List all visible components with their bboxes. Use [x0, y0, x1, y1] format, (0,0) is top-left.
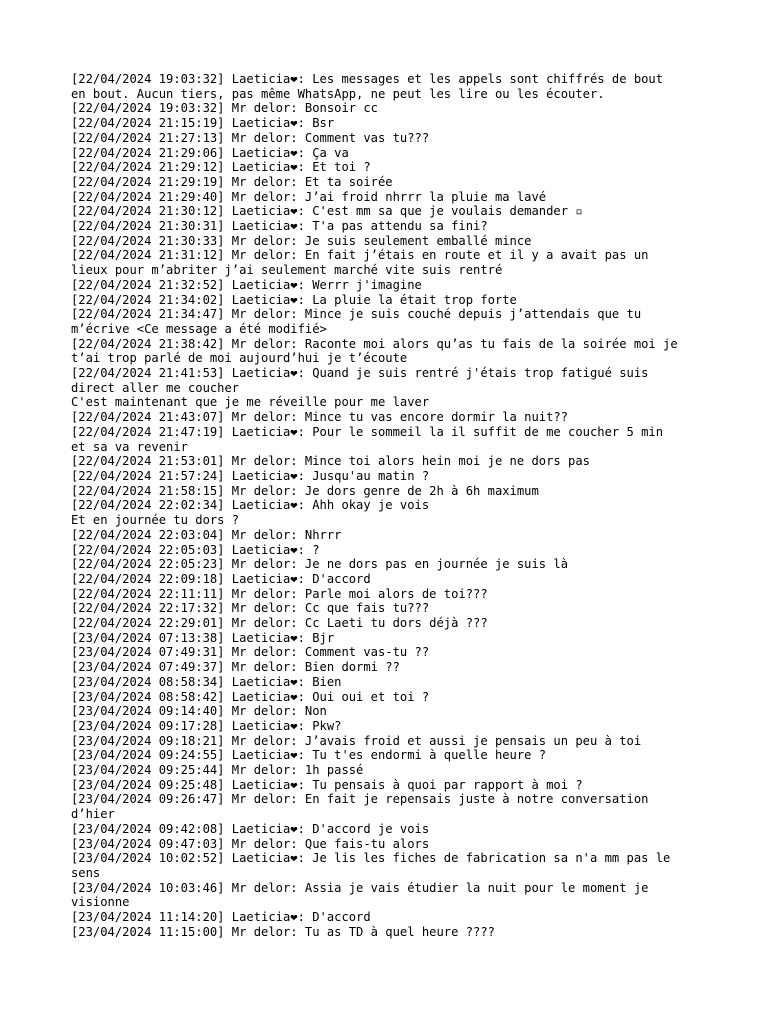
transcript-line: [22/04/2024 21:58:15] Mr delor: Je dors genre de 2h à 6h maximum [71, 483, 539, 498]
transcript-line: [23/04/2024 09:14:40] Mr delor: Non [71, 704, 327, 719]
transcript-line: et sa va revenir [71, 439, 188, 454]
transcript-line: [23/04/2024 09:47:03] Mr delor: Que fais-tu alors [71, 836, 430, 851]
transcript-line: [22/04/2024 21:53:01] Mr delor: Mince toi alors hein moi je ne dors pas [71, 454, 590, 469]
chat-transcript [71, 72, 701, 939]
transcript-line: [23/04/2024 11:15:00] Mr delor: Tu as TD à quel heure ???? [71, 924, 495, 939]
transcript-line: [22/04/2024 22:05:03] Laeticia❤: ? [71, 542, 320, 557]
transcript-line: [22/04/2024 21:34:47] Mr delor: Mince je suis couché depuis j’attendais que tu [71, 307, 642, 322]
transcript-line: [22/04/2024 22:17:32] Mr delor: Cc que fais tu??? [71, 601, 430, 616]
transcript-line: [23/04/2024 09:26:47] Mr delor: En fait je repensais juste à notre conversation [71, 792, 649, 807]
transcript-line: [22/04/2024 19:03:32] Mr delor: Bonsoir cc [71, 101, 378, 116]
transcript-line: [23/04/2024 07:49:37] Mr delor: Bien dormi ?? [71, 660, 400, 675]
transcript-line: [22/04/2024 22:02:34] Laeticia❤: Ahh okay je vois [71, 498, 430, 513]
transcript-line: [23/04/2024 09:17:28] Laeticia❤: Pkw? [71, 718, 342, 733]
transcript-line: [22/04/2024 21:30:33] Mr delor: Je suis seulement emballé mince [71, 233, 532, 248]
transcript-line: [22/04/2024 22:11:11] Mr delor: Parle moi alors de toi??? [71, 586, 488, 601]
transcript-line: t’ai trop parlé de moi aujourd’hui je t’écoute [71, 351, 408, 366]
transcript-line: [23/04/2024 11:14:20] Laeticia❤: D'accord [71, 910, 371, 925]
transcript-line: [22/04/2024 21:30:12] Laeticia❤: C'est mm sa que je voulais demander ▫ [71, 204, 583, 219]
transcript-line: [22/04/2024 21:30:31] Laeticia❤: T'a pas attendu sa fini? [71, 219, 488, 234]
transcript-line: d’hier [71, 807, 115, 822]
transcript-line: [23/04/2024 09:25:48] Laeticia❤: Tu pensais à quoi par rapport à moi ? [71, 777, 583, 792]
transcript-line: [22/04/2024 22:09:18] Laeticia❤: D'accord [71, 571, 371, 586]
transcript-line: [22/04/2024 19:03:32] Laeticia❤: Les messages et les appels sont chiffrés de bout [71, 72, 664, 86]
transcript-line: [22/04/2024 21:29:12] Laeticia❤: Et toi ? [71, 160, 371, 175]
transcript-line: visionne [71, 895, 130, 910]
transcript-line: [22/04/2024 21:15:19] Laeticia❤: Bsr [71, 116, 335, 131]
transcript-line: en bout. Aucun tiers, pas même WhatsApp, ne peut les lire ou les écouter. [71, 86, 605, 101]
transcript-line: [22/04/2024 22:29:01] Mr delor: Cc Laeti tu dors déjà ??? [71, 616, 488, 631]
transcript-line: [22/04/2024 21:38:42] Mr delor: Raconte moi alors qu’as tu fais de la soirée moi je [71, 336, 678, 351]
transcript-line: [22/04/2024 21:34:02] Laeticia❤: La pluie la était trop forte [71, 292, 517, 307]
transcript-line: [22/04/2024 21:29:19] Mr delor: Et ta soirée [71, 174, 393, 189]
transcript-line: [22/04/2024 21:27:13] Mr delor: Comment vas tu??? [71, 130, 430, 145]
transcript-line: [23/04/2024 10:03:46] Mr delor: Assia je vais étudier la nuit pour le moment je [71, 880, 649, 895]
transcript-line: lieux pour m’abriter j’ai seulement marché vite suis rentré [71, 263, 503, 278]
transcript-line: [22/04/2024 21:41:53] Laeticia❤: Quand je suis rentré j'étais trop fatigué suis [71, 366, 649, 381]
transcript-line: [22/04/2024 21:32:52] Laeticia❤: Werrr j'imagine [71, 277, 422, 292]
transcript-line: [22/04/2024 21:29:40] Mr delor: J’ai froid nhrrr la pluie ma lavé [71, 189, 547, 204]
transcript-line: sens [71, 865, 101, 880]
transcript-line: [22/04/2024 21:43:07] Mr delor: Mince tu vas encore dormir la nuit?? [71, 410, 569, 425]
transcript-line: [22/04/2024 21:29:06] Laeticia❤: Ça va [71, 145, 349, 160]
transcript-line: [22/04/2024 21:31:12] Mr delor: En fait j’étais en route et il y a avait pas un [71, 248, 649, 263]
transcript-line: Et en journée tu dors ? [71, 513, 240, 528]
transcript-line: [23/04/2024 08:58:34] Laeticia❤: Bien [71, 674, 342, 689]
transcript-line: [23/04/2024 08:58:42] Laeticia❤: Oui oui et toi ? [71, 689, 430, 704]
transcript-line: [23/04/2024 07:13:38] Laeticia❤: Bjr [71, 630, 335, 645]
transcript-line: [22/04/2024 21:57:24] Laeticia❤: Jusqu'au matin ? [71, 468, 430, 483]
transcript-line: [23/04/2024 09:42:08] Laeticia❤: D'accord je vois [71, 821, 430, 836]
transcript-line: [23/04/2024 09:18:21] Mr delor: J’avais froid et aussi je pensais un peu à toi [71, 733, 642, 748]
transcript-line: [22/04/2024 21:47:19] Laeticia❤: Pour le sommeil la il suffit de me coucher 5 min [71, 424, 664, 439]
transcript-line: [23/04/2024 10:02:52] Laeticia❤: Je lis les fiches de fabrication sa n'a mm pas le [71, 851, 671, 866]
transcript-line: [23/04/2024 09:24:55] Laeticia❤: Tu t'es endormi à quelle heure ? [71, 748, 547, 763]
transcript-line: m’écrive <Ce message a été modifié> [71, 321, 327, 336]
transcript-line: [22/04/2024 22:03:04] Mr delor: Nhrrr [71, 527, 342, 542]
transcript-line: [22/04/2024 22:05:23] Mr delor: Je ne dors pas en journée je suis là [71, 557, 569, 572]
transcript-line: [23/04/2024 09:25:44] Mr delor: 1h passé [71, 763, 364, 778]
transcript-line: C'est maintenant que je me réveille pour me laver [71, 395, 430, 410]
transcript-line: [23/04/2024 07:49:31] Mr delor: Comment vas-tu ?? [71, 645, 430, 660]
transcript-line: direct aller me coucher [71, 380, 240, 395]
